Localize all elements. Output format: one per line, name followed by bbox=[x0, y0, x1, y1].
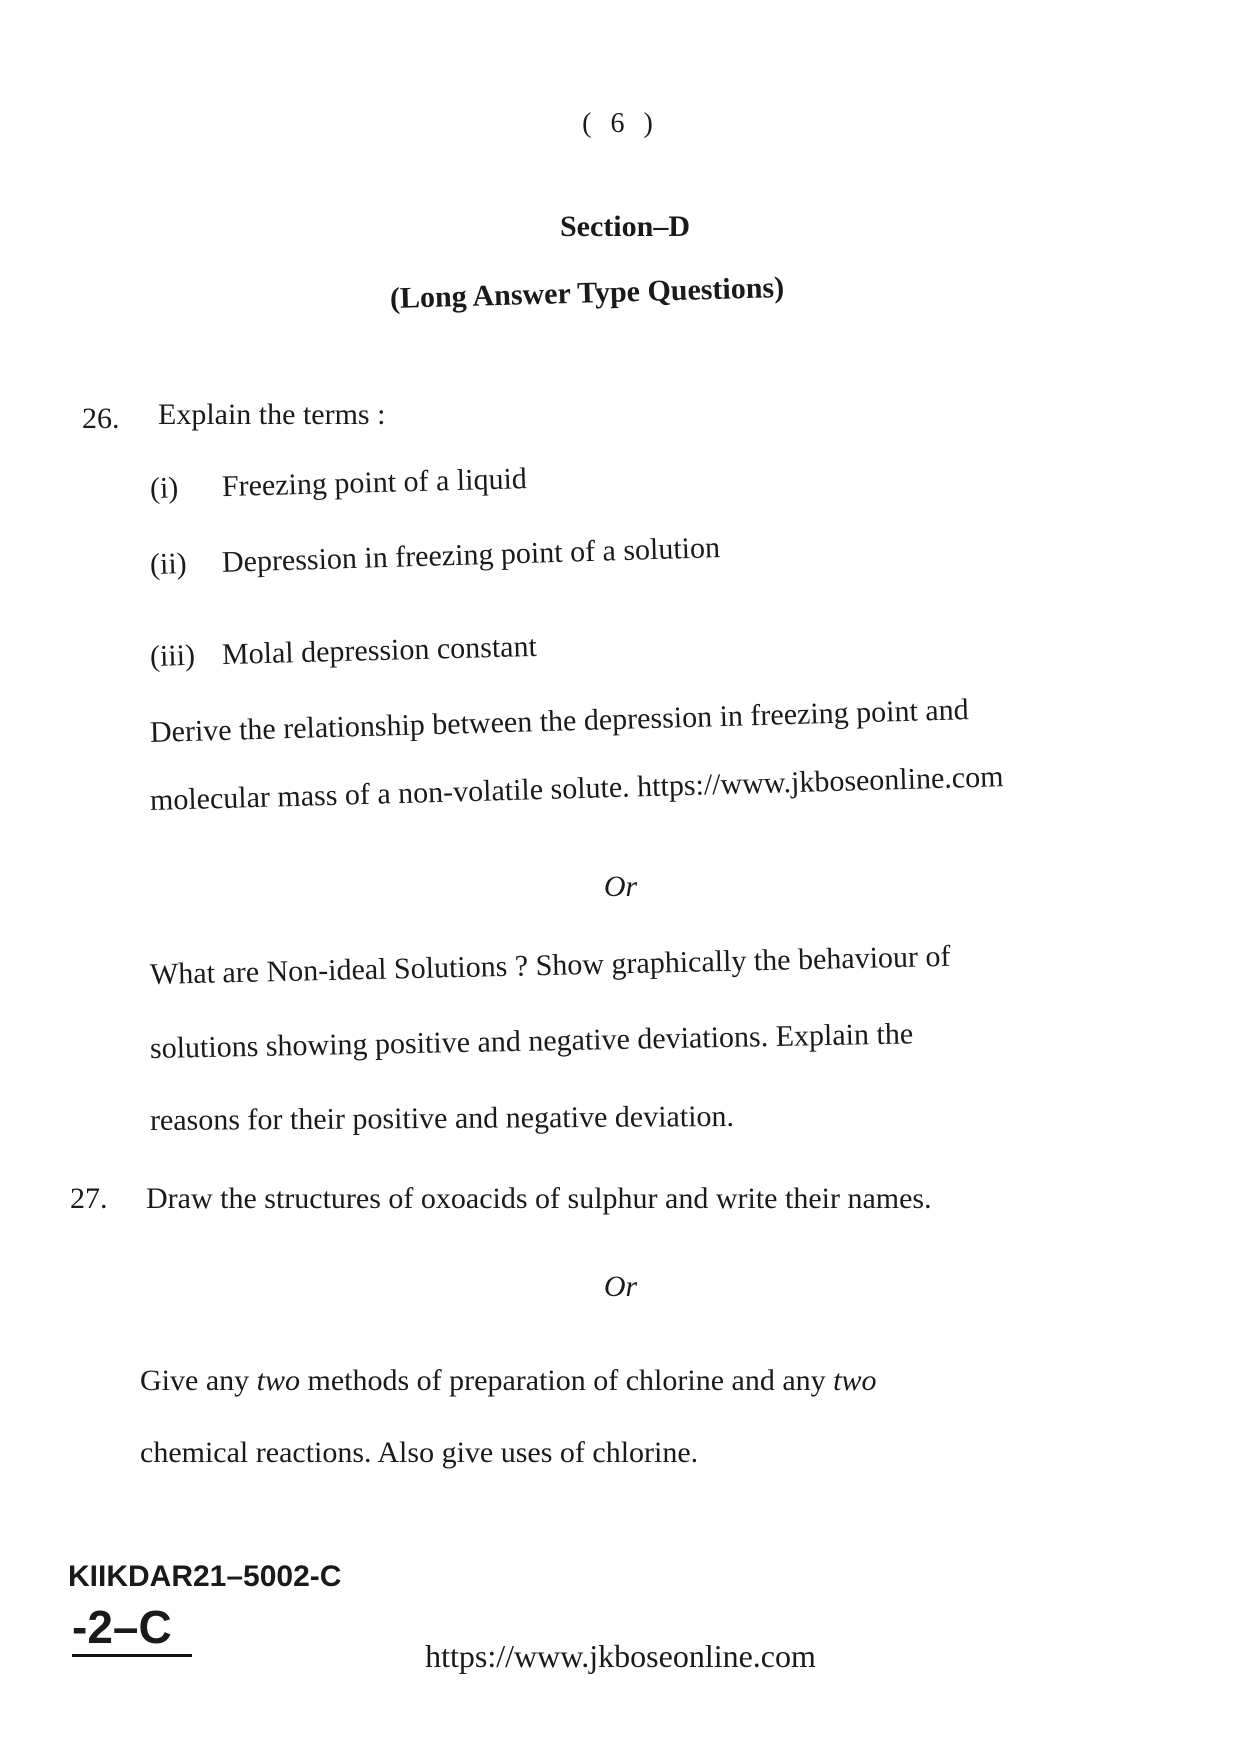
footer-url: https://www.jkboseonline.com bbox=[425, 1638, 816, 1674]
item-text: Freezing point of a liquid bbox=[221, 462, 528, 504]
text-part-italic: two bbox=[256, 1364, 300, 1397]
section-title: Section–D bbox=[560, 210, 690, 243]
question-26-derive-line-1: Derive the relationship between the depression in freezing point and bbox=[149, 693, 970, 749]
text-part: Give any bbox=[140, 1364, 250, 1397]
question-26-alt-line-2: solutions showing positive and negative deviations. Explain the bbox=[149, 1017, 914, 1065]
question-26-number: 26. bbox=[82, 402, 120, 435]
item-text: Molal depression constant bbox=[221, 629, 538, 672]
question-26-alt-line-3: reasons for their positive and negative deviation. bbox=[149, 1099, 735, 1137]
question-26-intro: Explain the terms : bbox=[158, 398, 386, 431]
question-26-alt-line-1: What are Non-ideal Solutions ? Show graphically the behaviour of bbox=[149, 939, 951, 991]
question-26-or: Or bbox=[603, 870, 638, 903]
question-26-item-ii bbox=[149, 531, 720, 582]
question-27-or: Or bbox=[603, 1270, 638, 1303]
question-26-derive-line-2: molecular mass of a non-volatile solute. https://www.jkboseonline.com bbox=[149, 760, 1004, 817]
item-label: (ii) bbox=[149, 546, 188, 581]
item-label: (i) bbox=[149, 471, 179, 505]
text-part-italic: two bbox=[833, 1364, 877, 1397]
paper-code: KIIKDAR21–5002-C bbox=[68, 1560, 342, 1593]
question-26-item-i bbox=[150, 462, 528, 506]
question-27-text: Draw the structures of oxoacids of sulphur and write their names. bbox=[146, 1182, 932, 1215]
item-text: Depression in freezing point of a solution bbox=[221, 531, 721, 579]
item-label: (iii) bbox=[149, 638, 196, 673]
question-27-alt-line-1 bbox=[140, 1364, 877, 1398]
question-27-number: 27. bbox=[70, 1182, 108, 1215]
text-part: methods of preparation of chlorine and any bbox=[307, 1364, 826, 1397]
section-subtitle: (Long Answer Type Questions) bbox=[389, 270, 785, 315]
page-number: ( 6 ) bbox=[582, 108, 659, 139]
paper-code-short: -2–C bbox=[72, 1600, 192, 1657]
question-26-item-iii bbox=[150, 630, 538, 674]
question-27-alt-line-2: chemical reactions. Also give uses of chlorine. bbox=[140, 1436, 699, 1469]
